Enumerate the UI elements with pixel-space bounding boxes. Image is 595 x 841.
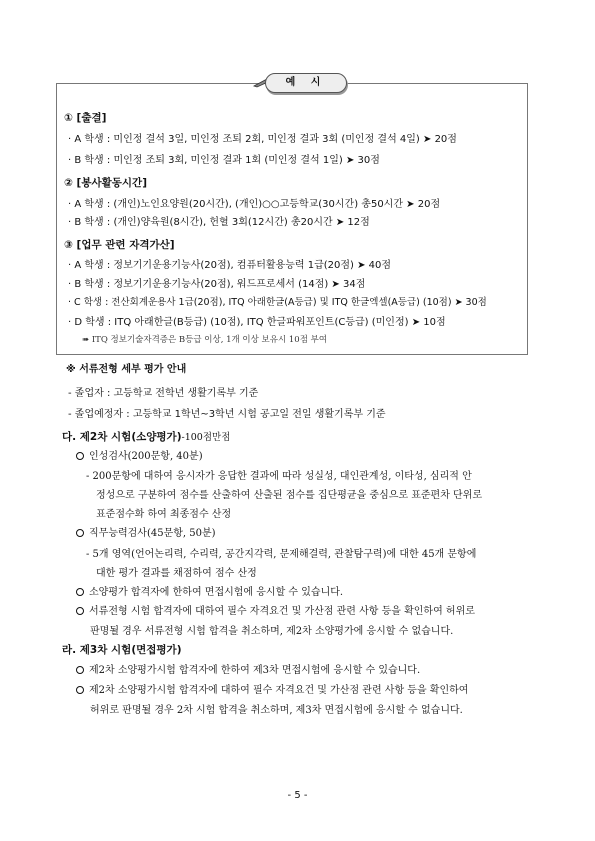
bullet-item: [76, 583, 343, 598]
desc-line: - 200문항에 대하여 응시자가 응답한 결과에 따라 성실성, 대인관계성, 이타성, 심리적 안: [86, 471, 472, 482]
example-line: · B 학생 : 미인정 조퇴 3회, 미인정 결과 1회 (미인정 결석 1일) ➤ 30점: [68, 155, 380, 166]
bullet-text: 소양평가 합격자에 한하여 면접시험에 응시할 수 있습니다.: [89, 587, 344, 598]
circle-bullet-icon: [76, 452, 84, 460]
desc-line: 표준점수화 하여 최종점수 산정: [96, 509, 232, 520]
example-line: · B 학생 : 정보기기운용기능사(20점), 워드프로세서 (14점) ➤ 34점: [68, 279, 366, 290]
example-line: · A 학생 : 미인정 결석 3일, 미인정 조퇴 2회, 미인정 결과 3회 (미인정 결석 4일) ➤ 20점: [68, 134, 457, 145]
example-label: [253, 72, 349, 94]
desc-line: 정성으로 구분하여 점수를 산출하여 산출된 점수를 집단평균을 중심으로 표준편차 단위로: [96, 490, 483, 501]
bullet-item: [76, 524, 216, 539]
section-d-title-suffix: -100점만점: [181, 432, 231, 443]
page-number: - 5 -: [287, 790, 308, 801]
example-line: · A 학생 : (개인)노인요양원(20시간), (개인)○○고등학교(30시간) 총50시간 ➤ 20점: [68, 199, 441, 210]
bullet-item: [76, 661, 420, 676]
bullet-text: 제2차 소양평가시험 합격자에 한하여 제3차 면접시험에 응시할 수 있습니다.: [89, 665, 421, 676]
example-note: ➠ ITQ 정보기술자격증은 B등급 이상, 1개 이상 보유시 10점 부여: [82, 335, 328, 345]
desc-line: 대한 평가 결과를 채점하여 점수 산정: [96, 568, 257, 579]
example-label-text: 예 시: [265, 73, 347, 93]
bullet-item: [76, 602, 475, 617]
circle-bullet-icon: [76, 529, 84, 537]
desc-line: - 5개 영역(언어논리력, 수리력, 공간지각력, 문제해결력, 관찰탐구력)에 대한 45개 문항에: [86, 549, 477, 560]
bullet-text: 직무능력검사(45문항, 50분): [89, 528, 216, 539]
bullet-item: [76, 681, 468, 696]
example-line: · D 학생 : ITQ 아래한글(B등급) (10점), ITQ 한글파워포인트(C등급) (미인정) ➤ 10점: [68, 317, 446, 328]
circle-bullet-icon: [76, 588, 84, 596]
notice-expected: - 졸업예정자 : 고등학교 1학년~3학년 시험 공고일 전일 생활기록부 기준: [68, 409, 386, 420]
section-d-title: [62, 429, 230, 444]
section-d-title-text: 다. 제2차 시험(소양평가): [62, 431, 182, 443]
example-line: · B 학생 : (개인)양육원(8시간), 헌혈 3회(12시간) 총20시간 ➤ 12점: [68, 217, 370, 228]
desc-line: 허위로 판명될 경우 2차 시험 합격을 취소하며, 제3차 면접시험에 응시할 수 없습니다.: [90, 705, 463, 716]
example-section-2-title: ② [봉사활동시간]: [64, 177, 148, 189]
example-section-1-title: ① [출결]: [64, 112, 107, 124]
circle-bullet-icon: [76, 666, 84, 674]
example-line: · C 학생 : 전산회계운용사 1급(20점), ITQ 아래한글(A등급) 및 ITQ 한글엑셀(A등급) (10점) ➤ 30점: [68, 297, 487, 308]
bullet-text: 제2차 소양평가시험 합격자에 대하여 필수 자격요건 및 가산점 관련 사항 등을 확인하여: [89, 685, 469, 696]
circle-bullet-icon: [76, 607, 84, 615]
bullet-text: 서류전형 시험 합격자에 대하여 필수 자격요건 및 가산점 관련 사항 등을 확인하여 허위로: [89, 606, 475, 617]
notice-grad: - 졸업자 : 고등학교 전학년 생활기록부 기준: [68, 388, 259, 399]
example-section-3-title: ③ [업무 관련 자격가산]: [64, 239, 175, 251]
example-line: · A 학생 : 정보기기운용기능사(20점), 컴퓨터활용능력 1급(20점) ➤ 40점: [68, 260, 392, 271]
desc-line: 판명될 경우 서류전형 시험 합격을 취소하며, 제2차 소양평가에 응시할 수 없습니다.: [90, 626, 454, 637]
bullet-item: [76, 447, 203, 462]
circle-bullet-icon: [76, 686, 84, 694]
notice-title: ※ 서류전형 세부 평가 안내: [66, 364, 187, 375]
section-e-title: 라. 제3차 시험(면접평가): [62, 644, 182, 656]
bullet-text: 인성검사(200문항, 40분): [89, 451, 203, 462]
